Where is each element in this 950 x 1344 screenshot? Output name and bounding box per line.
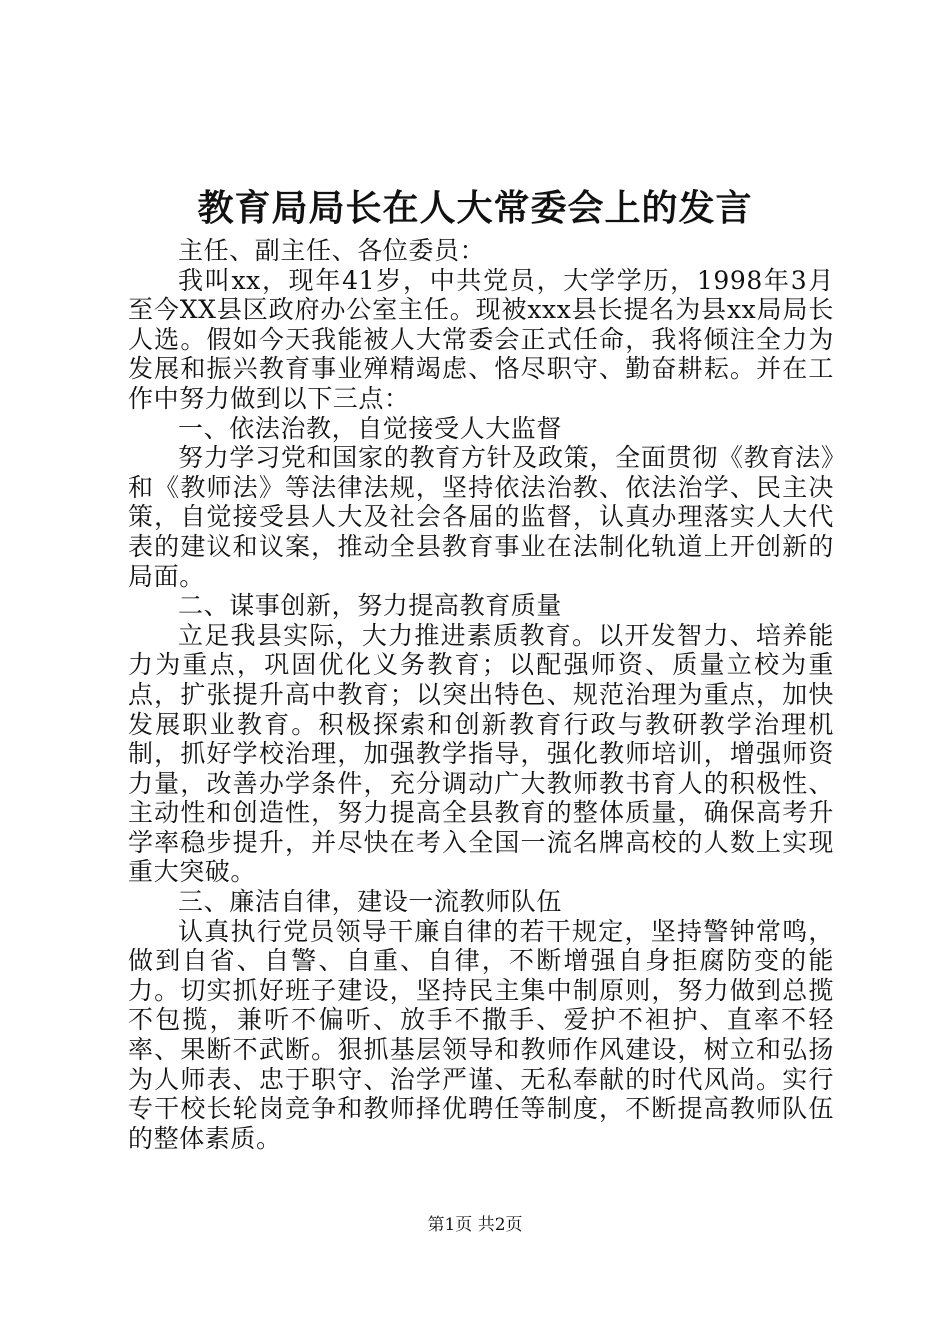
- section-heading-2: 二、谋事创新，努力提高教育质量: [178, 591, 563, 621]
- page-number-footer: 第1页 共2页: [427, 1215, 523, 1235]
- paragraph-section-2: 立足我县实际，大力推进素质教育。以开发智力、培养能力为重点，巩固优化义务教育；以配强师资、质量立校为重点，扩张提升高中教育；以突出特色、规范治理为重点，加快发展职业教育。积极探索和创新教育行政与教研教学治理机制，抓好学校治理，加强教学指导，强化教师培训，增强师资力量，改善办学条件，充分调动广大教师教书育人的积极性、主动性和创造性，努力提高全县教育的整体质量，确保高考升学率稳步提升，并尽快在考入全国一流名牌高校的人数上实现重大突破。: [128, 620, 834, 887]
- paragraph-section-1: 努力学习党和国家的教育方针及政策，全面贯彻《教育法》和《教师法》等法律法规，坚持依法治教、依法治学、民主决策，自觉接受县人大及社会各届的监督，认真办理落实人大代表的建议和议案，推动全县教育事业在法制化轨道上开创新的局面。: [128, 443, 834, 591]
- document-body: [128, 236, 834, 1153]
- salutation: 主任、副主任、各位委员：: [178, 236, 486, 265]
- paragraph-section-3: 认真执行党员领导干廉自律的若干规定，坚持警钟常鸣，做到自省、自警、自重、自律，不断增强自身拒腐防变的能力。切实抓好班子建设，坚持民主集中制原则，努力做到总揽不包揽，兼听不偏听、放手不撒手、爱护不袒护、直率不轻率、果断不武断。狠抓基层领导和教师作风建设，树立和弘扬为人师表、忠于职守、治学严谨、无私奉献的时代风尚。实行专干校长轮岗竞争和教师择优聘任等制度，不断提高教师队伍的整体素质。: [128, 916, 834, 1153]
- document-title: 教育局局长在人大常委会上的发言: [197, 187, 753, 229]
- section-heading-3: 三、廉洁自律，建设一流教师队伍: [178, 887, 563, 917]
- paragraph-introduction: 我叫xx，现年41岁，中共党员，大学学历，1998年3月至今XX县区政府办公室主任。现被xxx县长提名为县xx局局长人选。假如今天我能被人大常委会正式任命，我将倾注全力为发展和振兴教育事业殚精竭虑、恪尽职守、勤奋耕耘。并在工作中努力做到以下三点：: [128, 265, 834, 413]
- section-heading-1: 一、依法治教，自觉接受人大监督: [178, 413, 563, 443]
